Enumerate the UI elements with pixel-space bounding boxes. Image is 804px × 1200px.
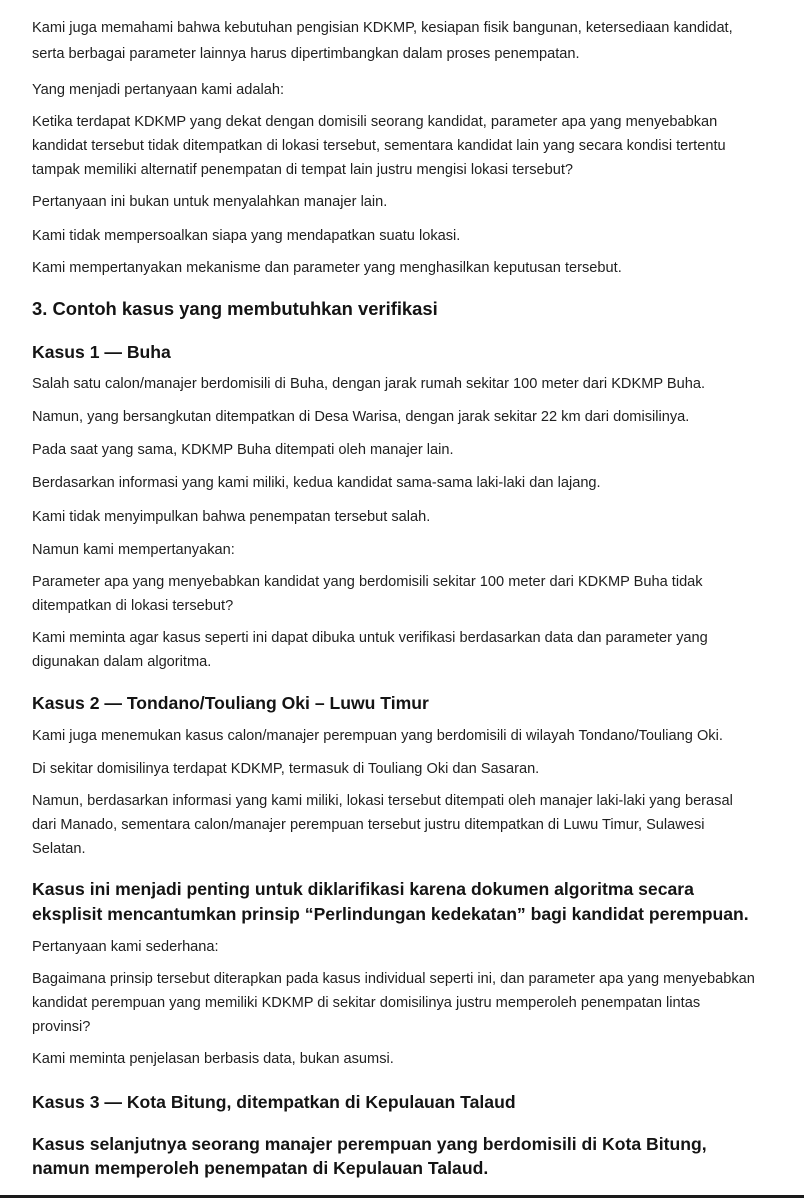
paragraph-line: tampak memiliki alternatif penempatan di tempat lain justru mengisi lokasi tersebut? xyxy=(32,162,574,178)
case-heading: Kasus 1 — Buha xyxy=(32,342,171,362)
paragraph-line: Kami meminta agar kasus seperti ini dapat dibuka untuk verifikasi berdasarkan data dan parameter yang xyxy=(32,630,708,646)
paragraph-line: Bagaimana prinsip tersebut diterapkan pada kasus individual seperti ini, dan parameter apa yang menyebabkan xyxy=(32,971,755,987)
paragraph-line: Salah satu calon/manajer berdomisili di Buha, dengan jarak rumah sekitar 100 meter dari KDKMP Buha. xyxy=(32,376,706,392)
bold-paragraph-line: Kasus selanjutnya seorang manajer perempuan yang berdomisili di Kota Bitung, xyxy=(32,1134,707,1154)
paragraph-line: provinsi? xyxy=(32,1019,91,1035)
paragraph-line: Yang menjadi pertanyaan kami adalah: xyxy=(32,82,285,98)
paragraph-line: Pertanyaan kami sederhana: xyxy=(32,939,219,955)
paragraph-line: Kami meminta penjelasan berbasis data, bukan asumsi. xyxy=(32,1051,394,1067)
paragraph-line: Berdasarkan informasi yang kami miliki, kedua kandidat sama-sama laki-laki dan lajang. xyxy=(32,475,601,491)
paragraph-line: Kami tidak menyimpulkan bahwa penempatan tersebut salah. xyxy=(32,509,431,525)
bold-paragraph-line: Kasus ini menjadi penting untuk diklarifikasi karena dokumen algoritma secara xyxy=(32,879,694,899)
paragraph-line: digunakan dalam algoritma. xyxy=(32,654,212,670)
paragraph-line: Kami tidak mempersoalkan siapa yang mendapatkan suatu lokasi. xyxy=(32,228,461,244)
paragraph-line: ditempatkan di lokasi tersebut? xyxy=(32,598,234,614)
paragraph-line: Kami juga memahami bahwa kebutuhan pengisian KDKMP, kesiapan fisik bangunan, ketersediaan kandidat, xyxy=(32,20,733,36)
paragraph-line: Selatan. xyxy=(32,841,86,857)
case-heading: Kasus 3 — Kota Bitung, ditempatkan di Kepulauan Talaud xyxy=(32,1092,516,1112)
paragraph-line: serta berbagai parameter lainnya harus dipertimbangkan dalam proses penempatan. xyxy=(32,46,580,62)
paragraph-line: kandidat tersebut tidak ditempatkan di lokasi tersebut, sementara kandidat lain yang secara kondisi tertentu xyxy=(32,138,726,154)
bold-paragraph-line: namun memperoleh penempatan di Kepulauan Talaud. xyxy=(32,1158,489,1178)
paragraph-line: Namun, yang bersangkutan ditempatkan di Desa Warisa, dengan jarak sekitar 22 km dari domisilinya. xyxy=(32,409,690,425)
paragraph-line: Di sekitar domisilinya terdapat KDKMP, termasuk di Touliang Oki dan Sasaran. xyxy=(32,761,540,777)
paragraph-line: Kami mempertanyakan mekanisme dan parameter yang menghasilkan keputusan tersebut. xyxy=(32,260,622,276)
section-heading: 3. Contoh kasus yang membutuhkan verifikasi xyxy=(32,298,438,319)
paragraph-line: Namun, berdasarkan informasi yang kami miliki, lokasi tersebut ditempati oleh manajer laki-laki yang berasal xyxy=(32,793,733,809)
paragraph-line: Pertanyaan ini bukan untuk menyalahkan manajer lain. xyxy=(32,194,388,210)
paragraph-line: dari Manado, sementara calon/manajer perempuan tersebut justru ditempatkan di Luwu Timur, Sulawesi xyxy=(32,817,705,833)
bold-paragraph-line: eksplisit mencantumkan prinsip “Perlindungan kedekatan” bagi kandidat perempuan. xyxy=(32,904,749,924)
page-bottom-border xyxy=(0,1195,804,1198)
paragraph-line: Kami juga menemukan kasus calon/manajer perempuan yang berdomisili di wilayah Tondano/Touliang Oki. xyxy=(32,728,723,744)
case-heading: Kasus 2 — Tondano/Touliang Oki – Luwu Timur xyxy=(32,693,429,713)
paragraph-line: Ketika terdapat KDKMP yang dekat dengan domisili seorang kandidat, parameter apa yang menyebabkan xyxy=(32,114,718,130)
paragraph-line: Namun kami mempertanyakan: xyxy=(32,542,235,558)
paragraph-line: Pada saat yang sama, KDKMP Buha ditempati oleh manajer lain. xyxy=(32,442,454,458)
paragraph-line: Parameter apa yang menyebabkan kandidat yang berdomisili sekitar 100 meter dari KDKMP Buha tidak xyxy=(32,574,703,590)
paragraph-line: kandidat perempuan yang memiliki KDKMP di sekitar domisilinya justru memperoleh penempatan lintas xyxy=(32,995,701,1011)
